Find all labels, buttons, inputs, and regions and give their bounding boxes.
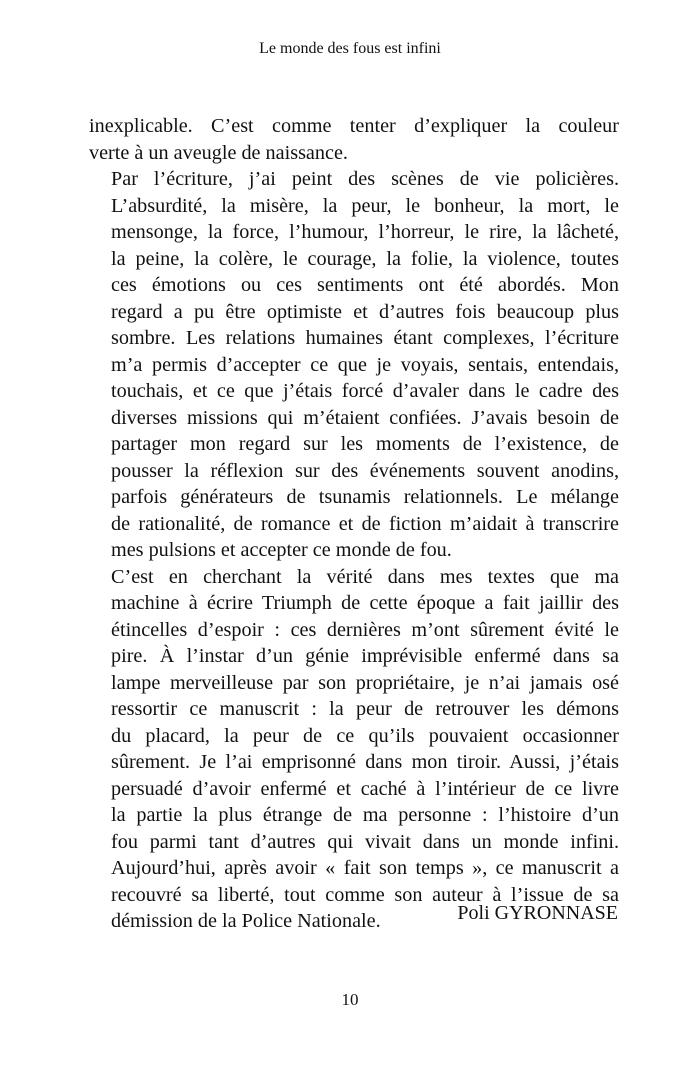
text-line: L’absurdité, la misère, la peur, le bonheur, la mort, le bbox=[111, 194, 619, 217]
text-line: sûrement. Je l’ai emprisonné dans mon tiroir. Aussi, j’étais bbox=[111, 751, 619, 773]
text-line: la peine, la colère, le courage, la folie, la violence, toutes bbox=[111, 247, 619, 270]
text-line: lampe merveilleuse par son propriétaire, je n’ai jamais osé bbox=[111, 671, 619, 694]
text-line: sombre. Les relations humaines étant complexes, l’écriture bbox=[111, 327, 619, 349]
text-line: inexplicable. C’est comme tenter d’expliquer la couleur bbox=[89, 115, 619, 137]
text-line: recouvré sa liberté, tout comme son auteur à l’issue de sa bbox=[111, 883, 619, 906]
text-line: pire. À l’instar d’un génie imprévisible enfermé dans sa bbox=[111, 645, 619, 667]
text-line: touchais, et ce que j’étais forcé d’avaler dans le cadre des bbox=[111, 380, 619, 402]
body-text bbox=[89, 113, 619, 935]
text-line: démission de la Police Nationale. bbox=[111, 910, 381, 932]
text-line: mes pulsions et accepter ce monde de fou. bbox=[111, 539, 452, 561]
author-signature: Poli GYRONNASE bbox=[457, 902, 618, 924]
paragraph bbox=[89, 564, 619, 935]
running-head: Le monde des fous est infini bbox=[259, 40, 441, 57]
page-number: 10 bbox=[341, 990, 359, 1009]
paragraph bbox=[89, 166, 619, 564]
text-line: fou parmi tant d’autres qui vivait dans un monde infini. bbox=[111, 830, 619, 853]
text-line: étincelles d’espoir : ces dernières m’ont sûrement évité le bbox=[111, 618, 619, 641]
text-line: la partie la plus étrange de ma personne : l’histoire d’un bbox=[111, 804, 619, 826]
text-line: verte à un aveugle de naissance. bbox=[89, 141, 348, 164]
text-line: C’est en cherchant la vérité dans mes textes que ma bbox=[111, 565, 619, 588]
text-line: ces émotions ou ces sentiments ont été abordés. Mon bbox=[111, 274, 619, 296]
text-line: machine à écrire Triumph de cette époque a fait jaillir des bbox=[111, 592, 619, 614]
text-line: m’a permis d’accepter ce que je voyais, sentais, entendais, bbox=[111, 353, 619, 376]
paragraph bbox=[89, 113, 619, 166]
text-line: Par l’écriture, j’ai peint des scènes de vie policières. bbox=[111, 168, 619, 190]
text-line: Aujourd’hui, après avoir « fait son temps », ce manuscrit a bbox=[111, 857, 619, 879]
text-line: ressortir ce manuscrit : la peur de retrouver les démons bbox=[111, 698, 619, 720]
text-line: pousser la réflexion sur des événements souvent anodins, bbox=[111, 459, 619, 482]
text-line: parfois générateurs de tsunamis relationnels. Le mélange bbox=[111, 486, 619, 508]
text-line: partager mon regard sur les moments de l’existence, de bbox=[111, 433, 619, 455]
text-line: du placard, la peur de ce qu’ils pouvaient occasionner bbox=[111, 724, 619, 747]
text-line: de rationalité, de romance et de fiction m’aidait à transcrire bbox=[111, 512, 619, 535]
text-line: persuadé d’avoir enfermé et caché à l’intérieur de ce livre bbox=[111, 777, 619, 800]
text-line: mensonge, la force, l’humour, l’horreur, le rire, la lâcheté, bbox=[111, 221, 619, 243]
text-line: diverses missions qui m’étaient confiées. J’avais besoin de bbox=[111, 406, 619, 429]
text-line: regard a pu être optimiste et d’autres fois beaucoup plus bbox=[111, 300, 619, 323]
